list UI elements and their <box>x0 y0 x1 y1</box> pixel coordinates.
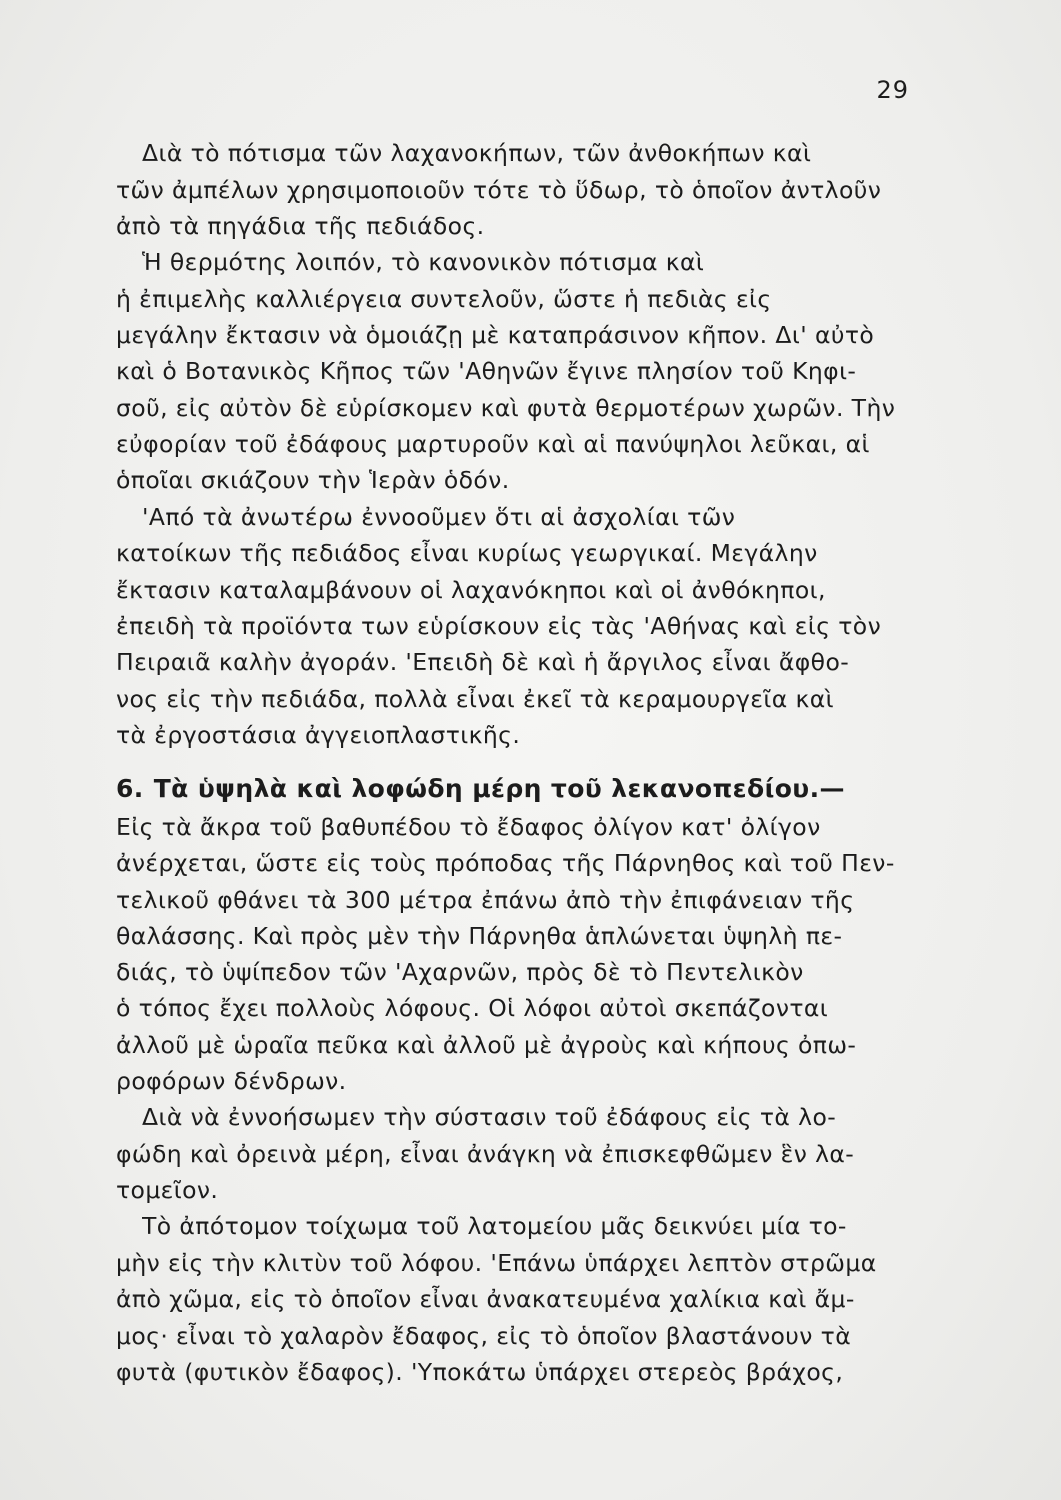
text-line: νος εἰς τὴν πεδιάδα, πολλὰ εἶναι ἐκεῖ τὰ κεραμουργεῖα καὶ <box>116 685 835 713</box>
text-line: ἀπὸ χῶμα, εἰς τὸ ὁποῖον εἶναι ἀνακατευμένα χαλίκια καὶ ἄμ- <box>116 1285 855 1313</box>
text-line: ἀλλοῦ μὲ ὡραῖα πεῦκα καὶ ἀλλοῦ μὲ ἀγροὺς καὶ κήπους ὀπω- <box>116 1031 857 1059</box>
text-line: ὁποῖαι σκιάζουν τὴν Ἱερὰν ὁδόν. <box>116 466 510 494</box>
text-line: κατοίκων τῆς πεδιάδος εἶναι κυρίως γεωργικαί. Μεγάλην <box>116 539 818 567</box>
text-line: φώδη καὶ ὀρεινὰ μέρη, εἶναι ἀνάγκη νὰ ἐπισκεφθῶμεν ἓν λα- <box>116 1140 855 1168</box>
text-line: ἐπειδὴ τὰ προϊόντα των εὑρίσκουν εἰς τὰς 'Αθήνας καὶ εἰς τὸν <box>116 612 882 640</box>
text-line: 'Από τὰ ἀνωτέρω ἐννοοῦμεν ὅτι αἱ ἀσχολίαι τῶν <box>142 503 736 531</box>
text-line: ὁ τόπος ἔχει πολλοὺς λόφους. Οἱ λόφοι αὐτοὶ σκεπάζονται <box>116 994 829 1022</box>
text-line: ἀνέρχεται, ὥστε εἰς τοὺς πρόποδας τῆς Πάρνηθος καὶ τοῦ Πεν- <box>116 849 895 877</box>
text-line: μεγάλην ἔκτασιν νὰ ὁμοιάζῃ μὲ καταπράσινον κῆπον. Δι' αὐτὸ <box>116 321 875 349</box>
text-line: ἡ ἐπιμελὴς καλλιέργεια συντελοῦν, ὥστε ἡ πεδιὰς εἰς <box>116 285 772 313</box>
text-line: Ἡ θερμότης λοιπόν, τὸ κανονικὸν πότισμα καὶ <box>142 248 705 276</box>
text-line: τελικοῦ φθάνει τὰ 300 μέτρα ἐπάνω ἀπὸ τὴν ἐπιφάνειαν τῆς <box>116 886 855 914</box>
text-line: ἔκτασιν καταλαμβάνουν οἱ λαχανόκηποι καὶ οἱ ἀνθόκηποι, <box>116 576 826 604</box>
text-line: φυτὰ (φυτικὸν ἔδαφος). 'Υποκάτω ὑπάρχει στερεὸς βράχος, <box>116 1358 844 1386</box>
text-line: διάς, τὸ ὑψίπεδον τῶν 'Αχαρνῶν, πρὸς δὲ τὸ Πεντελικὸν <box>116 958 804 986</box>
text-line: Διὰ τὸ πότισμα τῶν λαχανοκήπων, τῶν ἀνθοκήπων καὶ <box>142 139 812 167</box>
text-line: εὐφορίαν τοῦ ἐδάφους μαρτυροῦν καὶ αἱ πανύψηλοι λεῦκαι, αἱ <box>116 430 870 458</box>
text-line: Εἰς τὰ ἄκρα τοῦ βαθυπέδου τὸ ἔδαφος ὀλίγον κατ' ὀλίγον <box>116 813 821 841</box>
text-line: Πειραιᾶ καλὴν ἀγοράν. 'Επειδὴ δὲ καὶ ἡ ἄργιλος εἶναι ἄφθο- <box>116 648 850 676</box>
text-line: σοῦ, εἰς αὐτὸν δὲ εὑρίσκομεν καὶ φυτὰ θερμοτέρων χωρῶν. Τὴν <box>116 394 896 422</box>
text-line: τὰ ἐργοστάσια ἀγγειοπλαστικῆς. <box>116 721 521 749</box>
text-line: μὴν εἰς τὴν κλιτὺν τοῦ λόφου. 'Επάνω ὑπάρχει λεπτὸν στρῶμα <box>116 1249 877 1277</box>
text-line: θαλάσσης. Καὶ πρὸς μὲν τὴν Πάρνηθα ἁπλώνεται ὑψηλὴ πε- <box>116 922 843 950</box>
text-line: τῶν ἀμπέλων χρησιμοποιοῦν τότε τὸ ὕδωρ, τὸ ὁποῖον ἀντλοῦν <box>116 176 882 204</box>
section-number: 6. <box>116 774 144 803</box>
text-line: Διὰ νὰ ἐννοήσωμεν τὴν σύστασιν τοῦ ἐδάφους εἰς τὰ λο- <box>142 1103 837 1131</box>
text-line: μος· εἶναι τὸ χαλαρὸν ἔδαφος, εἰς τὸ ὁποῖον βλαστάνουν τὰ <box>116 1322 852 1350</box>
section-title: Τὰ ὑψηλὰ καὶ λοφώδη μέρη τοῦ λεκανοπεδίου.— <box>153 774 845 803</box>
text-line: καὶ ὁ Βοτανικὸς Κῆπος τῶν 'Αθηνῶν ἔγινε πλησίον τοῦ Κηφι- <box>116 357 857 385</box>
text-line: ροφόρων δένδρων. <box>116 1067 347 1095</box>
text-line: Τὸ ἀπότομον τοίχωμα τοῦ λατομείου μᾶς δεικνύει μία το- <box>142 1212 847 1240</box>
text-line: ἀπὸ τὰ πηγάδια τῆς πεδιάδος. <box>116 212 485 240</box>
page-number: 29 <box>876 76 909 104</box>
section-heading <box>116 773 908 805</box>
text-line: τομεῖον. <box>116 1176 219 1204</box>
